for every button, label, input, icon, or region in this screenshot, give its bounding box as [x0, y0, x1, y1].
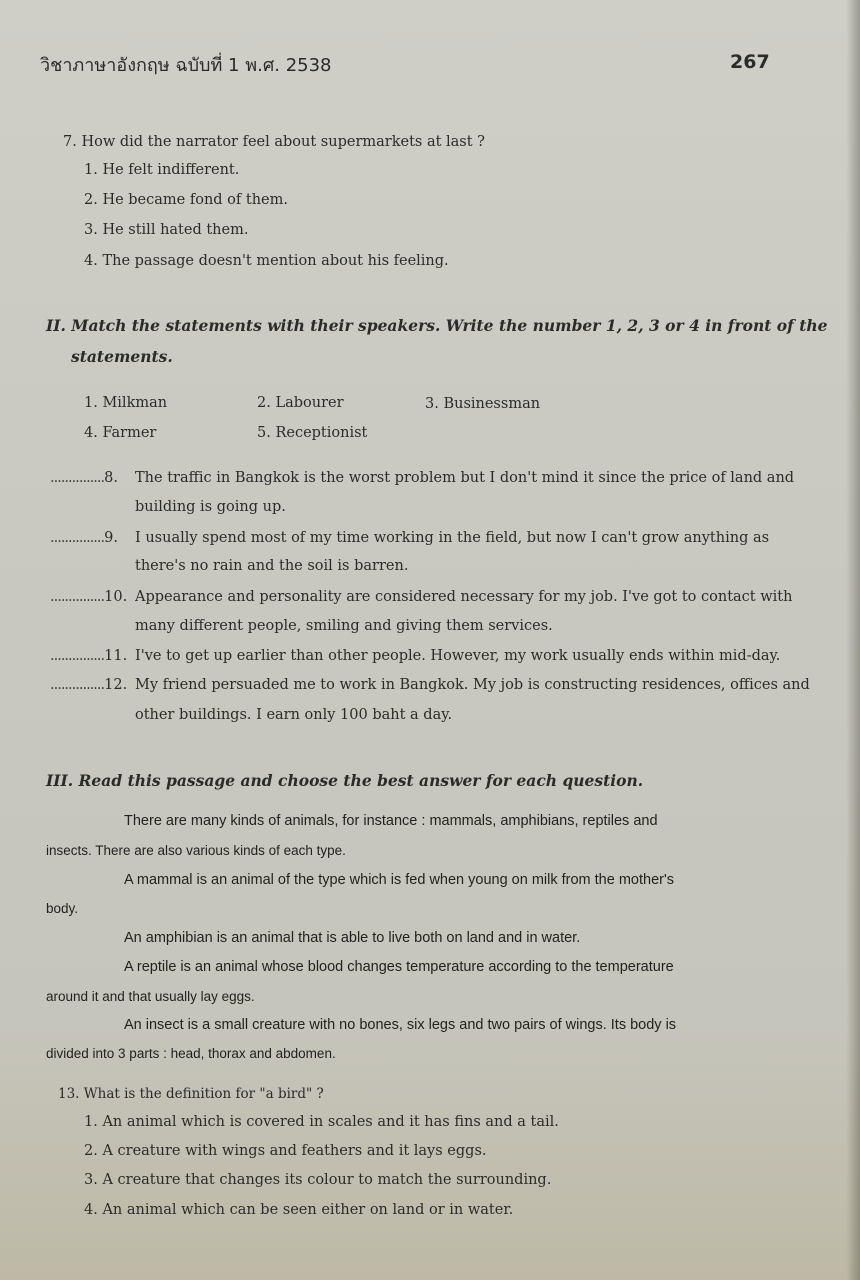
item-8-text: The traffic in Bangkok is the worst problem but I don't mind it since the price of land and — [135, 470, 795, 486]
speaker-businessman: 3. Businessman — [425, 396, 541, 412]
section-3-heading: III. Read this passage and choose the best answer for each question. — [46, 771, 644, 790]
q13-option-3: 3. A creature that changes its colour to match the surrounding. — [84, 1172, 552, 1188]
item-9-number: 9. — [104, 530, 118, 546]
item-10-text-cont: many different people, smiling and giving them services. — [135, 618, 553, 634]
passage-line-6: A reptile is an animal whose blood changes temperature according to the temperature — [124, 959, 674, 975]
speaker-labourer: 2. Labourer — [257, 395, 344, 411]
q7-option-2: 2. He became fond of them. — [84, 192, 288, 208]
item-10-text: Appearance and personality are considered necessary for my job. I've got to contact with — [135, 589, 793, 605]
question-13: 13. What is the definition for "a bird" ? — [58, 1086, 324, 1102]
passage-line-9: divided into 3 parts : head, thorax and abdomen. — [46, 1046, 336, 1061]
answer-blank-12[interactable]: ............... — [50, 677, 105, 693]
item-12-number: 12. — [104, 677, 128, 693]
item-11-number: 11. — [104, 648, 128, 664]
passage-line-8: An insect is a small creature with no bones, six legs and two pairs of wings. Its body is — [124, 1017, 677, 1033]
item-12-text-cont: other buildings. I earn only 100 baht a day. — [135, 707, 453, 723]
section-2-heading-cont: statements. — [71, 347, 173, 366]
item-9-row — [50, 530, 118, 546]
item-10-row — [50, 589, 127, 605]
q7-option-1: 1. He felt indifferent. — [84, 162, 240, 178]
item-8-row — [50, 470, 118, 486]
question-7: 7. How did the narrator feel about supermarkets at last ? — [63, 134, 485, 150]
q7-option-3: 3. He still hated them. — [84, 222, 249, 238]
passage-line-1: There are many kinds of animals, for instance : mammals, amphibians, reptiles and — [124, 813, 658, 829]
speaker-receptionist: 5. Receptionist — [257, 425, 368, 441]
item-8-number: 8. — [104, 470, 118, 486]
item-10-number: 10. — [104, 589, 128, 605]
speaker-milkman: 1. Milkman — [84, 395, 168, 411]
answer-blank-10[interactable]: ............... — [50, 589, 105, 605]
passage-line-2: insects. There are also various kinds of each type. — [46, 843, 346, 858]
page-edge-shadow — [846, 0, 860, 1280]
item-8-text-cont: building is going up. — [135, 499, 286, 515]
item-9-text: I usually spend most of my time working in the field, but now I can't grow anything as — [135, 530, 770, 546]
running-header-title: วิชาภาษาอังกฤษ ฉบับที่ 1 พ.ศ. 2538 — [40, 55, 332, 76]
passage-line-5: An amphibian is an animal that is able to live both on land and in water. — [124, 930, 581, 946]
q7-option-4: 4. The passage doesn't mention about his feeling. — [84, 253, 449, 269]
page-number: 267 — [730, 51, 770, 73]
passage-line-4: body. — [46, 901, 79, 916]
item-12-row — [50, 677, 127, 693]
q13-option-4: 4. An animal which can be seen either on land or in water. — [84, 1202, 514, 1218]
answer-blank-9[interactable]: ............... — [50, 530, 105, 546]
q13-option-1: 1. An animal which is covered in scales and it has fins and a tail. — [84, 1114, 559, 1130]
answer-blank-11[interactable]: ............... — [50, 648, 105, 664]
passage-line-7: around it and that usually lay eggs. — [46, 989, 255, 1004]
item-9-text-cont: there's no rain and the soil is barren. — [135, 558, 409, 574]
speaker-farmer: 4. Farmer — [84, 425, 157, 441]
passage-line-3: A mammal is an animal of the type which is fed when young on milk from the mother's — [124, 872, 674, 888]
q13-option-2: 2. A creature with wings and feathers and it lays eggs. — [84, 1143, 487, 1159]
item-11-text: I've to get up earlier than other people. However, my work usually ends within mid-day. — [135, 648, 781, 664]
item-12-text: My friend persuaded me to work in Bangkok. My job is constructing residences, offices and — [135, 677, 810, 693]
answer-blank-8[interactable]: ............... — [50, 470, 105, 486]
section-2-heading: II. Match the statements with their speakers. Write the number 1, 2, 3 or 4 in front of the — [46, 316, 828, 335]
item-11-row — [50, 648, 127, 664]
